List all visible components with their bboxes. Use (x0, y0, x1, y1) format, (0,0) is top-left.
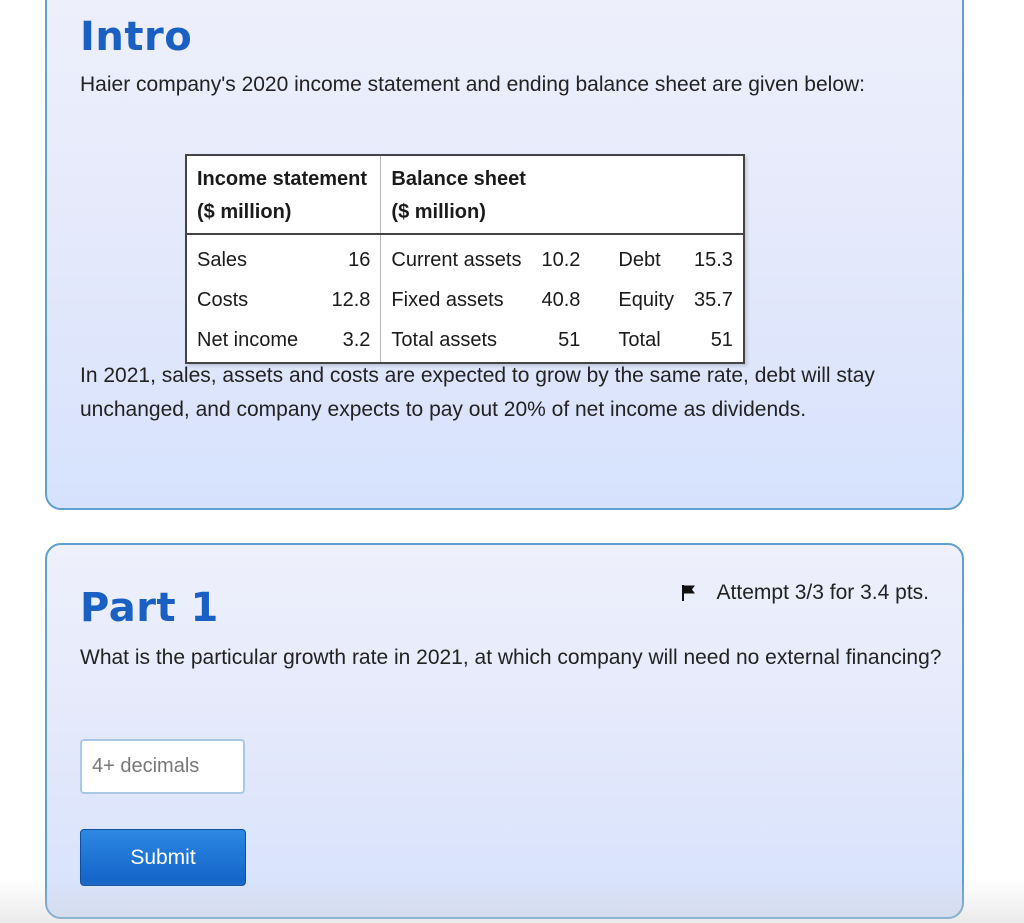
income-value: 12.8 (308, 280, 381, 320)
financial-statements-table (185, 154, 745, 364)
liability-value: 15.3 (694, 249, 733, 271)
asset-value: 10.2 (541, 249, 581, 271)
liability-label: Debt (618, 249, 661, 271)
table-row (186, 320, 744, 363)
flag-icon[interactable] (681, 584, 697, 602)
growth-assumptions: In 2021, sales, assets and costs are expected to grow by the same rate, debt will stay unchanged, and company expects to pay out 20% of net income as dividends. (80, 364, 875, 421)
income-header-line1: Income statement (197, 168, 368, 190)
attempt-info (681, 581, 929, 605)
balance-header-line2: ($ million) (391, 201, 486, 223)
asset-label: Current assets (391, 249, 522, 271)
income-header-line2: ($ million) (197, 201, 292, 223)
income-value: 3.2 (308, 320, 381, 363)
intro-card (45, 0, 964, 510)
table-row (186, 234, 744, 280)
attempt-label: Attempt 3/3 for 3.4 pts. (716, 581, 929, 604)
answer-input[interactable] (80, 739, 245, 794)
income-label: Costs (197, 289, 249, 311)
liability-label: Total (618, 329, 661, 351)
liability-value: 51 (710, 329, 733, 351)
asset-label: Fixed assets (391, 289, 504, 311)
part1-card (45, 543, 964, 919)
income-label: Sales (197, 249, 248, 271)
balance-sheet-header (381, 155, 744, 234)
asset-value: 40.8 (541, 289, 581, 311)
liability-value: 35.7 (694, 289, 733, 311)
balance-header-line1: Balance sheet (391, 168, 526, 190)
income-label: Net income (197, 329, 299, 351)
income-value: 16 (308, 234, 381, 280)
table-header-row (186, 155, 744, 234)
liability-label: Equity (618, 289, 674, 311)
table-row (186, 280, 744, 320)
asset-label: Total assets (391, 329, 498, 351)
income-statement-header (186, 155, 381, 234)
asset-value: 51 (558, 329, 581, 351)
intro-title: Intro (80, 14, 193, 60)
part1-title: Part 1 (80, 585, 219, 631)
submit-button[interactable]: Submit (80, 829, 246, 886)
question-text: What is the particular growth rate in 2021, at which company will need no external financing? (80, 646, 942, 669)
intro-description: Haier company's 2020 income statement and ending balance sheet are given below: (80, 73, 865, 96)
